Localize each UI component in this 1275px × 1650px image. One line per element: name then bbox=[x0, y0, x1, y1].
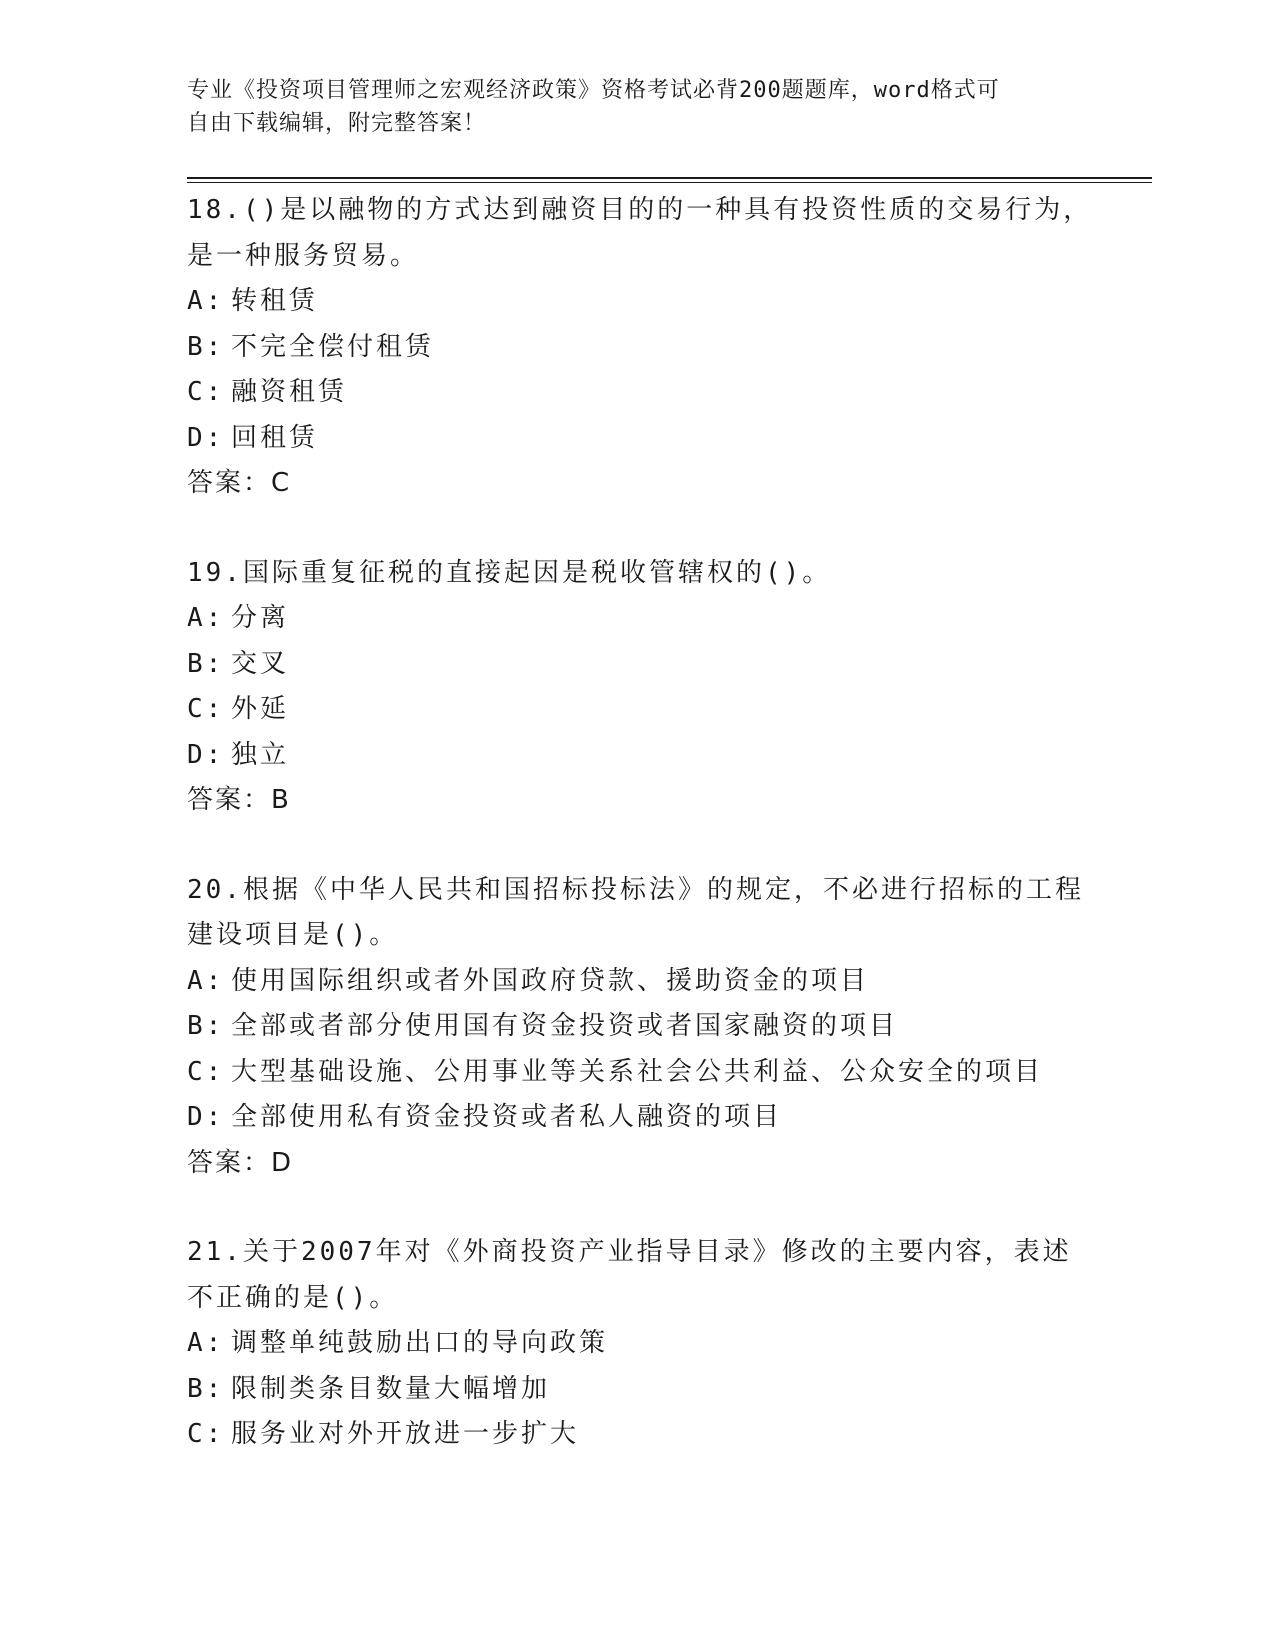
option-key: D: bbox=[187, 1102, 225, 1132]
answer-option bbox=[187, 1412, 1087, 1458]
option-text: 独立 bbox=[231, 739, 290, 770]
option-key: C: bbox=[187, 694, 225, 724]
option-key: D: bbox=[187, 739, 225, 770]
option-text: 服务业对外开放进一步扩大 bbox=[231, 1419, 580, 1449]
question-stem-line: 18.()是以融物的方式达到融资目的的一种具有投资性质的交易行为， bbox=[187, 195, 1093, 225]
question-stem-line: 是一种服务贸易。 bbox=[187, 240, 420, 271]
header-line-2: 自由下载编辑，附完整答案！ bbox=[187, 111, 487, 136]
question-block bbox=[187, 868, 1087, 1187]
option-text: 分离 bbox=[231, 603, 290, 633]
option-key: A: bbox=[187, 286, 225, 316]
answer-line bbox=[187, 1141, 1087, 1187]
question-stem-line: 21.关于2007年对《外商投资产业指导目录》修改的主要内容，表述 bbox=[187, 1237, 1072, 1267]
answer-option bbox=[187, 642, 1087, 688]
answer-value: B bbox=[271, 785, 289, 815]
option-text: 限制类条目数量大幅增加 bbox=[231, 1373, 551, 1404]
answer-option bbox=[187, 1004, 1087, 1050]
answer-option bbox=[187, 596, 1087, 642]
answer-option bbox=[187, 733, 1087, 779]
answer-value: C bbox=[271, 468, 290, 498]
answer-value: D bbox=[271, 1147, 292, 1178]
option-key: A: bbox=[187, 965, 225, 996]
option-text: 不完全偿付租赁 bbox=[231, 331, 435, 362]
question-block bbox=[187, 551, 1087, 824]
option-text: 交叉 bbox=[231, 648, 290, 679]
option-text: 融资租赁 bbox=[231, 377, 348, 407]
header-divider-thin bbox=[187, 182, 1152, 183]
answer-option bbox=[187, 416, 1087, 462]
option-text: 调整单纯鼓励出口的导向政策 bbox=[231, 1328, 609, 1358]
option-text: 回租赁 bbox=[231, 422, 319, 453]
option-text: 使用国际组织或者外国政府贷款、援助资金的项目 bbox=[231, 965, 870, 996]
question-list bbox=[187, 188, 1093, 1502]
answer-option bbox=[187, 1050, 1087, 1096]
answer-label: 答案： bbox=[187, 1147, 272, 1178]
answer-label: 答案： bbox=[187, 468, 272, 498]
option-key: B: bbox=[187, 1011, 225, 1041]
answer-option bbox=[187, 1367, 1087, 1413]
option-text: 外延 bbox=[231, 694, 290, 724]
option-key: C: bbox=[187, 1056, 225, 1087]
option-key: A: bbox=[187, 603, 225, 633]
answer-line bbox=[187, 461, 1087, 507]
option-key: A: bbox=[187, 1328, 225, 1358]
question-stem-line: 20.根据《中华人民共和国招标投标法》的规定，不必进行招标的工程 bbox=[187, 874, 1084, 905]
option-text: 全部使用私有资金投资或者私人融资的项目 bbox=[231, 1102, 783, 1132]
question-stem-line: 建设项目是()。 bbox=[187, 920, 399, 950]
question-block bbox=[187, 1230, 1087, 1458]
question-stem-line: 19.国际重复征税的直接起因是税收管辖权的()。 bbox=[187, 557, 832, 588]
answer-option bbox=[187, 279, 1087, 325]
option-key: C: bbox=[187, 377, 225, 407]
answer-option bbox=[187, 687, 1087, 733]
option-text: 全部或者部分使用国有资金投资或者国家融资的项目 bbox=[231, 1011, 899, 1041]
option-key: B: bbox=[187, 331, 225, 362]
answer-option bbox=[187, 1095, 1087, 1141]
option-key: D: bbox=[187, 422, 225, 453]
answer-label: 答案： bbox=[187, 785, 272, 815]
answer-option bbox=[187, 1321, 1087, 1367]
option-text: 大型基础设施、公用事业等关系社会公共利益、公众安全的项目 bbox=[231, 1056, 1044, 1087]
option-text: 转租赁 bbox=[231, 286, 319, 316]
document-header bbox=[187, 74, 1067, 140]
option-key: B: bbox=[187, 1373, 225, 1404]
option-key: B: bbox=[187, 648, 225, 679]
answer-line bbox=[187, 778, 1087, 824]
header-divider-thick bbox=[187, 177, 1152, 179]
option-key: C: bbox=[187, 1419, 225, 1449]
answer-option bbox=[187, 959, 1087, 1005]
header-line-1: 专业《投资项目管理师之宏观经济政策》资格考试必背200题题库，word格式可 bbox=[187, 78, 1000, 103]
answer-option bbox=[187, 370, 1087, 416]
question-stem-line: 不正确的是()。 bbox=[187, 1282, 399, 1313]
question-block bbox=[187, 188, 1093, 507]
answer-option bbox=[187, 325, 1087, 371]
